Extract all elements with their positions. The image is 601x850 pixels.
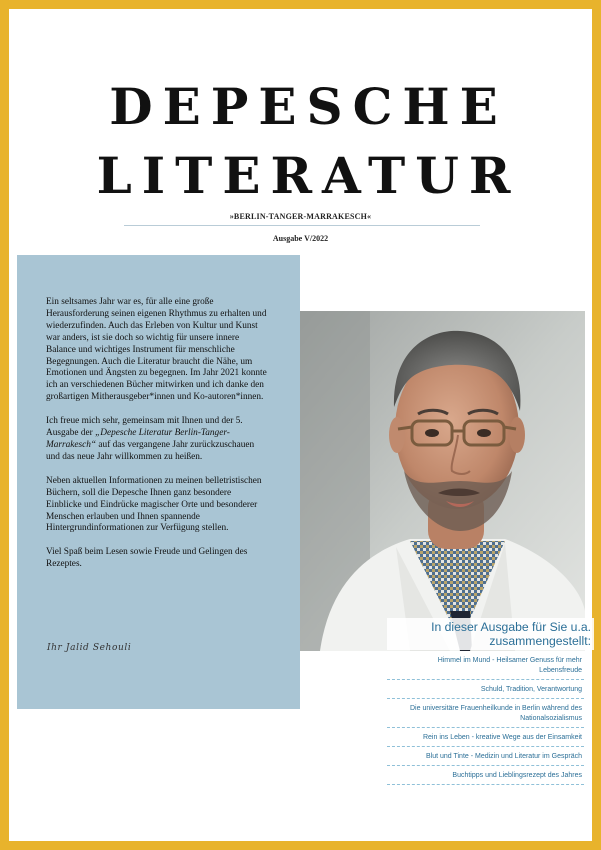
letter-paragraph-2 xyxy=(46,416,268,464)
letter-paragraph-4: Viel Spaß beim Lesen sowie Freude und Gelingen des Rezeptes. xyxy=(46,547,248,570)
portrait-illustration xyxy=(300,311,585,651)
editorial-letter-box xyxy=(17,255,300,709)
letter-paragraph-2-start: Ich freue mich sehr, gemeinsam mit Ihnen und der 5. Ausgabe der xyxy=(46,416,243,439)
toc-item: Die universitäre Frauenheilkunde in Berlin während des Nationalsozialismus xyxy=(387,702,584,728)
toc-title: In dieser Ausgabe für Sie u.a. zusammengestellt: xyxy=(431,620,591,648)
letter-paragraph-1: Ein seltsames Jahr war es, für alle eine große Herausforderung seinen eigenen Rhythmus zu erhalten und wiederzufinden. Auch das Erleben von Kultur und Kunst war anders, ist sie doch so wichtig für unsere innere Balance und wichtiges Instrument für menschliche Begegnungen. Auch die Literatur braucht die Nähe, um Emotionen und Ängsten zu begegnen. Im Jahr 2021 konnte ich an verschiedenen Bücher mitwirken und ich danke den großartigen Mitherausgeber*innen und Ko-autoren*innen. xyxy=(46,297,267,403)
toc-item: Rein ins Leben - kreative Wege aus der Einsamkeit xyxy=(387,731,584,747)
toc-item: Buchtipps und Lieblingsrezept des Jahres xyxy=(387,769,584,785)
author-signature: Ihr Jalid Sehouli xyxy=(47,643,132,653)
toc-item: Schuld, Tradition, Verantwortung xyxy=(387,683,584,699)
letter-paragraph-3: Neben aktuellen Informationen zu meinen belletristischen Büchern, soll die Depesche Ihnen ganz besondere Einblicke und Eindrücke magischer Orte und besonderer Menschen erlauben und Ihnen spannende Hintergrundinformationen zur Verfügung stellen. xyxy=(46,475,262,534)
issue-number: Ausgabe V/2022 xyxy=(272,234,329,243)
toc-item: Blut und Tinte - Medizin und Literatur im Gespräch xyxy=(387,750,584,766)
publication-title: „Depesche Literatur Berlin-Tanger-Marrakesch“ xyxy=(46,428,230,450)
masthead-subtitle: »BERLIN-TANGER-MARRAKESCH« xyxy=(229,212,372,221)
editorial-letter-text xyxy=(46,297,268,583)
toc-item: Himmel im Mund - Heilsamer Genuss für mehr Lebensfreude xyxy=(387,654,584,680)
letter-paragraph-2-end: auf das vergangene Jahr zurückzuschauen und das neue Jahr willkommen zu heißen. xyxy=(46,439,255,462)
toc-list xyxy=(387,654,584,788)
header-divider xyxy=(124,225,480,226)
author-portrait-photo xyxy=(300,311,585,651)
masthead-title-line-2: LITERATUR xyxy=(96,146,521,205)
masthead-title-line-1: DEPESCHE xyxy=(109,77,508,136)
